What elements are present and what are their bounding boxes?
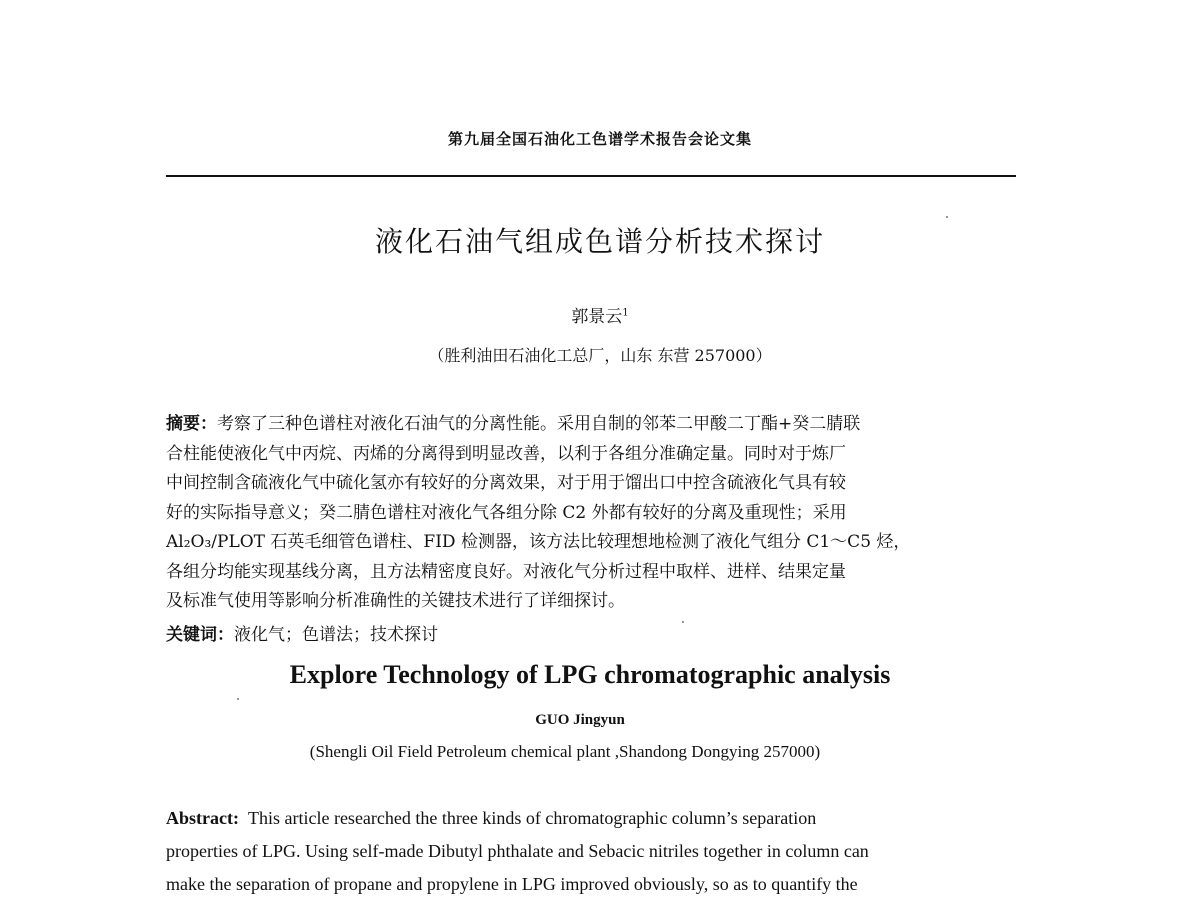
chinese-abstract	[166, 410, 910, 617]
chinese-affiliation: （胜利油田石油化工总厂，山东 东营 257000）	[428, 346, 772, 365]
author-superscript: 1	[622, 307, 629, 319]
header-rule	[166, 175, 1016, 177]
english-affiliation: (Shengli Oil Field Petroleum chemical plant ,Shandong Dongying 257000)	[309, 742, 821, 761]
english-abstract-label: Abstract:	[166, 808, 239, 828]
abstract-line: 各组分均能实现基线分离，且方法精密度良好。对液化气分析过程中取样、进样、结果定量	[166, 561, 846, 582]
english-title: Explore Technology of LPG chromatographic analysis	[289, 660, 891, 689]
abstract-line: Al₂O₃/PLOT 石英毛细管色谱柱、FID 检测器，该方法比较理想地检测了液化气组分 C1～C5 烃，	[166, 532, 911, 552]
abstract-label: 摘要：	[166, 414, 217, 434]
abstract-line: Abstract: This article researched the three kinds of chromatographic column’s separation	[166, 808, 817, 828]
scan-speck	[946, 216, 948, 218]
abstract-line: 中间控制含硫液化气中硫化氢亦有较好的分离效果，对于用于馏出口中控含硫液化气具有较	[166, 473, 846, 493]
chinese-keywords	[166, 620, 438, 645]
journal-header: 第九届全国石油化工色谱学术报告会论文集	[447, 130, 752, 148]
abstract-line: 合柱能使液化气中丙烷、丙烯的分离得到明显改善，以利于各组分准确定量。同时对于炼厂	[166, 443, 846, 464]
abstract-line: properties of LPG. Using self-made Dibutyl phthalate and Sebacic nitriles together in column can	[166, 841, 869, 861]
abstract-line: 摘要：考察了三种色谱柱对液化石油气的分离性能。采用自制的邻苯二甲酸二丁酯+癸二腈联	[166, 414, 861, 434]
abstract-line: make the separation of propane and propylene in LPG improved obviously, so as to quantify the	[166, 874, 858, 894]
chinese-title: 液化石油气组成色谱分析技术探讨	[374, 225, 825, 258]
abstract-line: 及标准气使用等影响分析准确性的关键技术进行了详细探讨。	[166, 591, 625, 611]
abstract-line: 好的实际指导意义；癸二腈色谱柱对液化气各组分除 C2 外都有较好的分离及重现性；采用	[166, 502, 847, 523]
chinese-author	[0, 302, 1200, 327]
keywords-value: 液化气；色谱法；技术探讨	[234, 625, 438, 645]
scan-speck	[237, 698, 239, 700]
english-author: GUO Jingyun	[535, 712, 625, 728]
scan-speck	[682, 621, 684, 623]
chinese-author-name: 郭景云	[571, 307, 623, 327]
english-abstract	[166, 802, 869, 901]
keywords-label: 关键词：	[166, 625, 234, 645]
